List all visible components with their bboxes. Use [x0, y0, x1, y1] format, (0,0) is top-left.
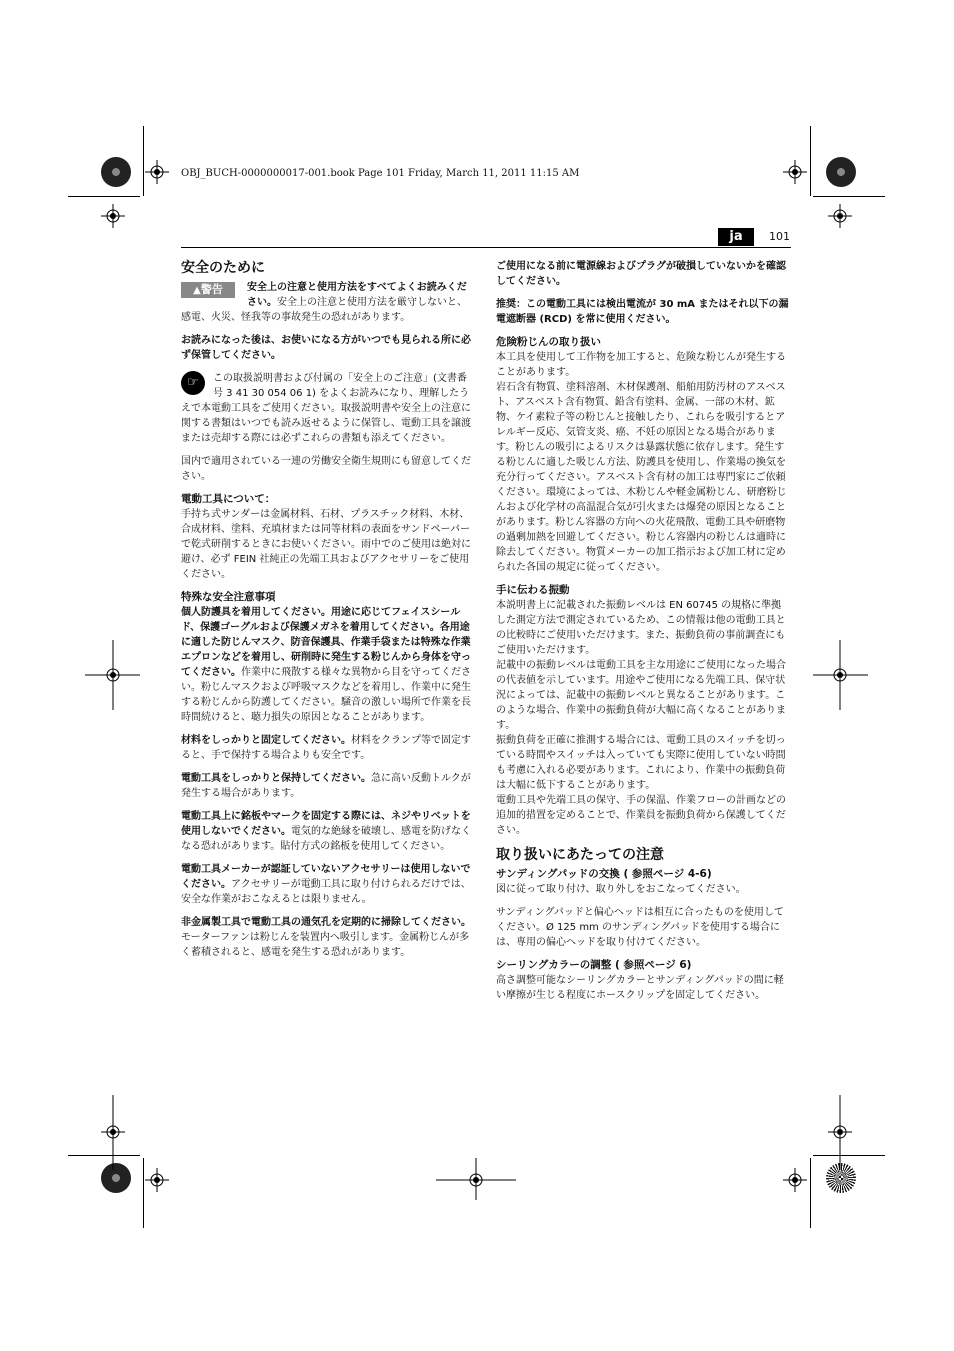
heading-hazardous-dust: 危険粉じんの取り扱い: [496, 336, 601, 348]
protective-gear-paragraph: [181, 605, 471, 725]
regulations-paragraph: 国内で適用されている一連の労働安全衛生規則にも留意してください。: [181, 456, 471, 482]
hold-tool-paragraph: [181, 771, 471, 801]
heading-hand-vibration: 手に伝わる振動: [496, 584, 570, 596]
clamp-text: 材料をクランプ等で固定すると、手で保持する場合よりも安全です。: [181, 735, 471, 761]
print-slug: OBJ_BUCH-0000000017-001.book Page 101 Friday, March 11, 2011 11:15 AM: [181, 168, 580, 179]
clamp-paragraph: [181, 733, 471, 763]
section-title-handling: 取り扱いにあたっての注意: [496, 847, 664, 863]
heading-special-safety: 特殊な安全注意事項: [181, 591, 276, 603]
keep-manual-lead: お読みになった後は、お使いになる方がいつでも見られる所に必ず保管してください。: [181, 335, 471, 361]
nameplate-paragraph: [181, 809, 471, 854]
protective-gear-text: 作業中に飛散する様々な異物から目を守ってください。粉じんマスクおよび呼吸マスクなどを着用し、作業中に発生する粉じんから防護してください。騒音の激しい場所で作業を長時間続けると、聴力損失の原因となることがあります。: [181, 667, 471, 723]
warning-badge: [181, 282, 235, 298]
rcd-lead: 推奨：この電動工具には検出電流が 30 mA またはそれ以下の漏電遮断器 (RCD) を常に使用ください。: [496, 299, 789, 325]
registration-mark: [783, 160, 807, 184]
read-manual-paragraph: [181, 371, 471, 446]
warning-paragraph: [181, 280, 471, 325]
warning-badge-label: 警告: [200, 283, 223, 296]
warning-icon: ▲: [193, 285, 201, 296]
clamp-lead: 材料をしっかりと固定してください。: [181, 735, 351, 746]
registration-mark: [145, 1168, 169, 1192]
vibration-paragraph-4: 電動工具や先端工具の保守、手の保温、作業フローの計画などの追加的措置を定めることで、作業員を振動負荷から保護してください。: [496, 795, 786, 836]
hold-tool-lead: 電動工具をしっかりと保持してください。: [181, 773, 371, 784]
vibration-paragraph-2: 記載中の振動レベルは電動工具を主な用途にご使用になった場合の代表値を示しています。用途やご使用になる先端工具、保守状況によっては、記載中の振動レベルと異なることがあります。このような場合、作業中の振動負荷が大幅に高くなることがあります。: [496, 660, 786, 731]
language-badge: ja: [718, 228, 754, 246]
sealing-collar-paragraph: 高さ調整可能なシーリングカラーとサンディングパッドの間に軽い摩擦が生じる程度にホースクリップを固定してください。: [496, 975, 784, 1001]
sanding-pad-paragraph-2: サンディングパッドと偏心ヘッドは相互に合ったものを使用してください。Ø 125 mm のサンディングパッドを使用する場合には、専用の偏心ヘッドを取り付けてください。: [496, 907, 784, 948]
read-manual-icon: ☞: [181, 371, 205, 395]
left-column: [181, 259, 471, 968]
read-manual-text: この取扱説明書および付属の「安全上のご注意」(文書番号 3 41 30 054 06 1) をよくお読みになり、理解したうえで本電動工具をご使用ください。取扱説明書や安全上の注意に関する書類はいつでも読み返せるように保管し、電動工具を譲渡または売却する際には必ずこれらの書類も添えてください。: [181, 373, 471, 444]
hold-tool-text: 急に高い反動トルクが発生する場合があります。: [181, 773, 471, 799]
nameplate-text: 電気的な絶縁を破壊し、感電を防げなくなる恐れがあります。貼付方式の銘板を使用してください。: [181, 826, 471, 852]
page-number: 101: [769, 230, 790, 243]
registration-mark: [101, 204, 125, 228]
accessory-lead: 電動工具メーカーが認証していないアクセサリーは使用しないでください。: [181, 864, 471, 890]
cord-check-paragraph: [496, 259, 790, 289]
vibration-paragraph-1: 本説明書上に記載された振動レベルは EN 60745 の規格に準拠した測定方法で測定されているため、この情報は他の電動工具との比較時にご使用いただけます。また、振動負荷の事前調査にもご使用いただけます。: [496, 600, 786, 656]
nameplate-lead: 電動工具上に銘板やマークを固定する際には、ネジやリベットを使用しないでください。: [181, 811, 471, 837]
heading-sanding-pad: サンディングパッドの交換 ( 参照ページ 4-6): [496, 868, 712, 880]
protective-gear-lead: 個人防護具を着用してください。用途に応じてフェイスシールド、保護ゴーグルおよび保護メガネを着用してください。各用途に適した防じんマスク、防音保護具、作業手袋または特殊な作業エプロンなどを着用し、研削時に発生する粉じんから身体を守ってください。: [181, 607, 471, 678]
registration-mark: [828, 204, 852, 228]
heading-sealing-collar: シーリングカラーの調整 ( 参照ページ 6): [496, 959, 692, 971]
vibration-paragraph-3: 振動負荷を正確に推測する場合には、電動工具のスイッチを切っている時間やスイッチは入っていても実際に使用していない時間も考慮に入れる必要があります。これにより、作業中の振動負荷は大幅に低下することがあります。: [496, 735, 786, 791]
heading-power-tool: 電動工具について：: [181, 493, 276, 505]
warning-lead: 安全上の注意と使用方法をすべてよくお読みください。: [247, 282, 467, 308]
registration-mark: [145, 160, 169, 184]
accessory-paragraph: [181, 862, 471, 907]
vent-cleaning-lead: 非金属製工具で電動工具の通気孔を定期的に掃除してください。: [181, 917, 471, 928]
right-column: [496, 259, 790, 1011]
accessory-text: アクセサリーが電動工具に取り付けられるだけでは、安全な作業がおこなえるとは限りません。: [181, 879, 471, 905]
warning-text: 安全上の注意と使用方法を厳守しないと、感電、火災、怪我等の事故発生の恐れがあります。: [181, 297, 467, 323]
dust-intro-paragraph: 本工具を使用して工作物を加工すると、危険な粉じんが発生することがあります。: [496, 352, 786, 378]
section-title-safety: 安全のために: [181, 260, 265, 276]
keep-manual-notice: [181, 333, 471, 363]
tool-use-paragraph: 手持ち式サンダーは金属材料、石材、プラスチック材料、木材、合成材料、塗料、充填材または同等材料の表面をサンドペーパーで乾式研削するときにお使いください。雨中でのご使用は絶対に避け、必ず FEIN 社純正の先端工具およびアクセサリーをご使用ください。: [181, 509, 471, 580]
dust-detail-paragraph: 岩石含有物質、塗料溶剤、木材保護剤、船舶用防汚材のアスベスト、アスベスト含有物質、鉛含有塗料、金属、一部の木材、鉱物、ケイ素粒子等の粉じんと接触したり、これらを吸引するとアレルギー反応、気管支炎、癌、不妊の原因となる場合があります。粉じんの吸引によるリスクは暴露状態に依存します。発生する粉じんに適した吸じん方法、防護具を使用し、作業場の換気を充分行ってください。アスベスト含有材の加工は専門家にご依頼ください。環境によっては、木粉じんや軽金属粉じん、研磨粉じんおよび化学材の高温混合気が引火または爆発の原因となることがあります。粉じん容器の方向への火花飛散、電動工具や研磨物の過剰加熱を回避してください。粉じん容器内の粉じんは適時に除去してください。物質メーカーの加工指示および加工材に定められた各国の規定に従ってください。: [496, 382, 787, 573]
registration-mark: [783, 1168, 807, 1192]
cord-check-lead: ご使用になる前に電源線およびプラグが破損していないかを確認してください。: [496, 261, 786, 287]
vent-cleaning-text: モーターファンは粉じんを装置内へ吸引します。金属粉じんが多く蓄積されると、感電を発生する恐れがあります。: [181, 932, 470, 958]
header-rule: [181, 247, 791, 248]
sanding-pad-paragraph-1: 図に従って取り付け、取り外しをおこなってください。: [496, 884, 746, 895]
vent-cleaning-paragraph: [181, 915, 471, 960]
rcd-paragraph: [496, 297, 790, 327]
